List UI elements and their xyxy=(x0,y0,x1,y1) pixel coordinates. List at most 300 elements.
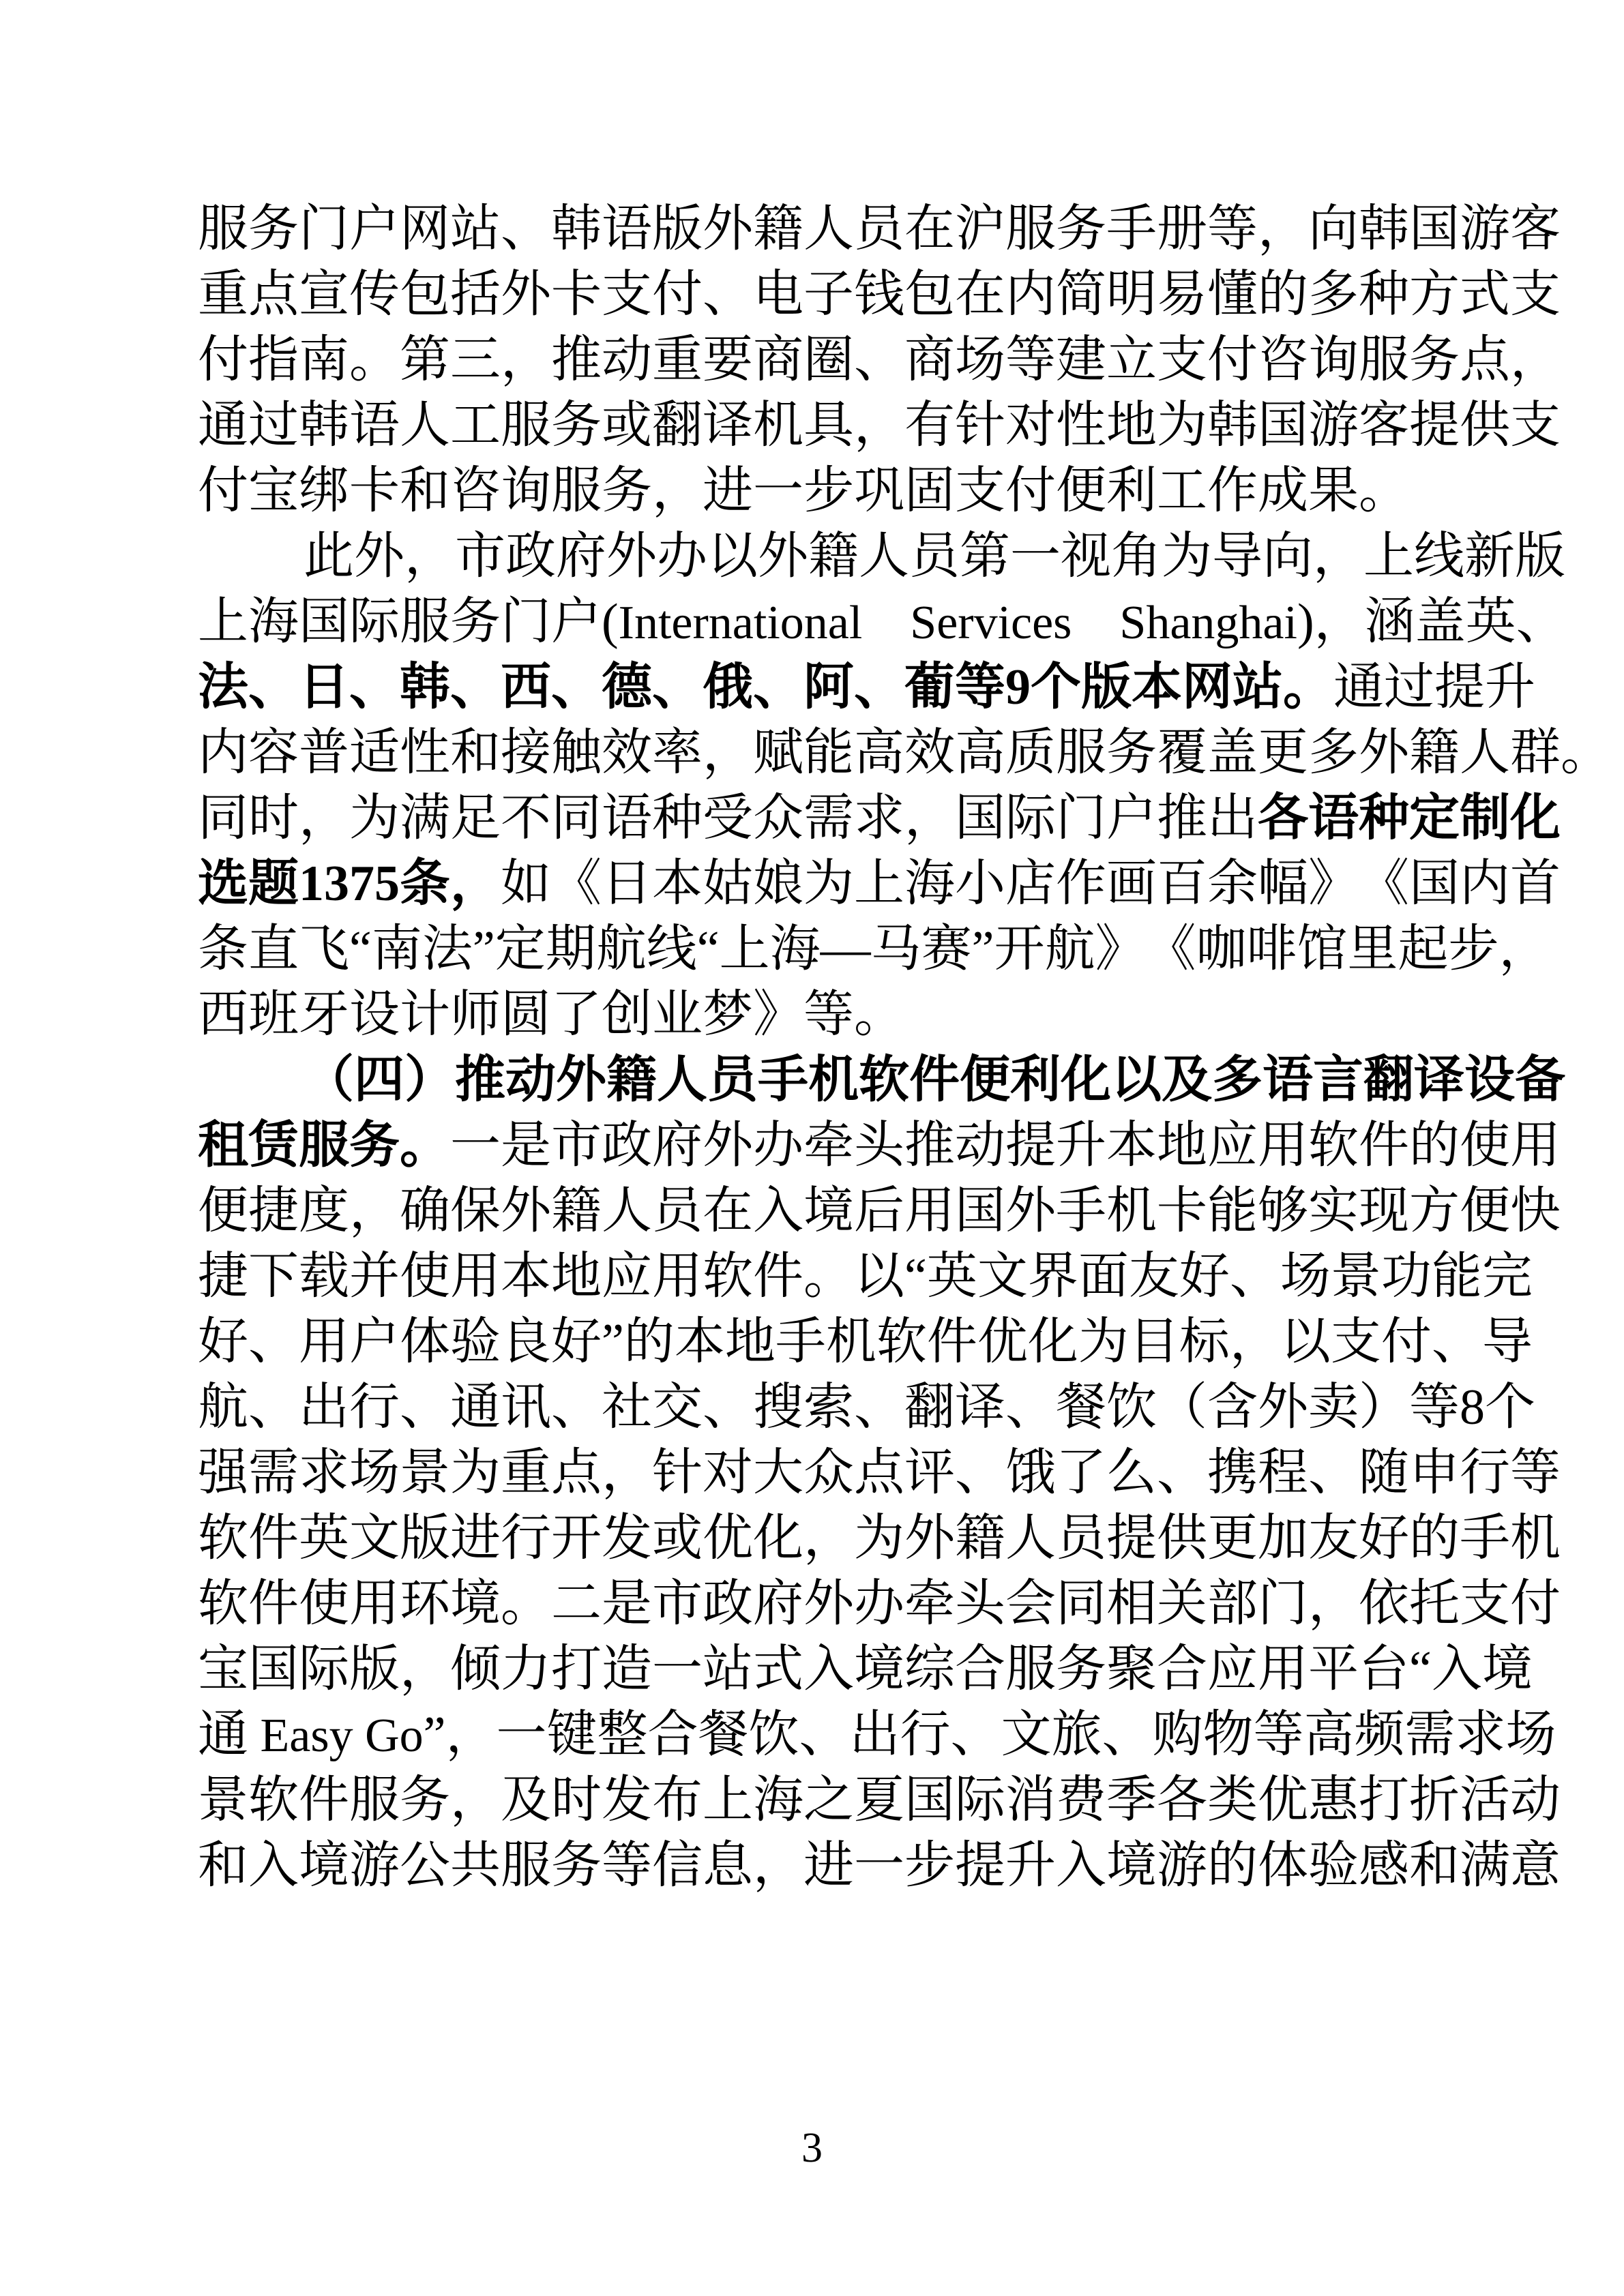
glyph: 里 xyxy=(1347,921,1398,977)
glyph: 适 xyxy=(349,725,400,781)
glyph: 类 xyxy=(1207,1772,1258,1828)
glyph: 本 xyxy=(1132,659,1182,715)
glyph: 此 xyxy=(304,528,354,584)
glyph: 造 xyxy=(602,1641,652,1697)
glyph: 以 xyxy=(1280,1314,1331,1370)
glyph: 软 xyxy=(198,1576,248,1632)
glyph: 化 xyxy=(753,1510,803,1566)
glyph: 一 xyxy=(652,1641,703,1697)
glyph: 为 xyxy=(1162,528,1212,584)
glyph: 搜 xyxy=(753,1380,803,1435)
glyph: 高 xyxy=(1303,1707,1355,1763)
glyph: 外 xyxy=(501,267,551,323)
glyph: ， xyxy=(1308,1576,1359,1632)
glyph: 多 xyxy=(1308,267,1359,323)
glyph: 馆 xyxy=(1297,921,1348,977)
glyph: 外 xyxy=(803,1576,854,1632)
glyph: 咖 xyxy=(1196,921,1247,977)
glyph: 机 xyxy=(753,398,803,453)
text-run xyxy=(862,591,910,656)
glyph: 韩 xyxy=(299,398,349,453)
glyph: ， xyxy=(1258,201,1308,257)
glyph: 外 xyxy=(1258,1380,1308,1435)
glyph: 用 xyxy=(450,1249,501,1304)
glyph: 法 xyxy=(198,659,248,715)
glyph: “ xyxy=(696,921,720,977)
glyph: ， xyxy=(1498,921,1550,977)
glyph: 宝 xyxy=(198,1641,248,1697)
glyph: 地 xyxy=(1106,398,1157,453)
text-run: 上海国际服务门户( xyxy=(198,594,619,650)
glyph: 众 xyxy=(803,1445,854,1501)
glyph: 、 xyxy=(551,1380,602,1435)
document-line xyxy=(198,1702,1556,1768)
glyph: 用 xyxy=(1258,1641,1308,1697)
glyph: 、 xyxy=(1308,1445,1359,1501)
glyph: 立 xyxy=(1106,332,1157,388)
glyph: 式 xyxy=(1460,267,1510,323)
glyph: 通 xyxy=(450,1380,501,1435)
glyph: 升 xyxy=(1485,659,1535,715)
glyph: 内 xyxy=(198,725,248,781)
glyph: 通 xyxy=(1333,659,1384,715)
glyph: 在 xyxy=(955,267,1005,323)
document-body xyxy=(198,196,1611,1898)
glyph: 译 xyxy=(703,398,753,453)
glyph: 如 xyxy=(501,856,551,912)
glyph: 务 xyxy=(400,1772,450,1828)
glyph: 7 xyxy=(349,856,374,912)
glyph: 付 xyxy=(1207,332,1258,388)
glyph: 过 xyxy=(248,398,299,453)
glyph: ， xyxy=(450,1772,501,1828)
glyph: 英 xyxy=(299,1510,349,1566)
glyph: 入 xyxy=(1056,1838,1106,1894)
document-line xyxy=(198,524,1565,589)
glyph: 国 xyxy=(248,1641,299,1697)
glyph: 、 xyxy=(703,267,753,323)
glyph: 办 xyxy=(657,528,707,584)
glyph: 多 xyxy=(1212,1052,1263,1108)
glyph: 共 xyxy=(450,1838,501,1894)
glyph: 飞 xyxy=(299,921,349,977)
glyph: 重 xyxy=(501,1445,551,1501)
glyph: 言 xyxy=(1313,1052,1363,1108)
glyph: 打 xyxy=(551,1641,602,1697)
glyph: 娘 xyxy=(753,856,803,912)
glyph: 及 xyxy=(1162,1052,1212,1108)
glyph: 合 xyxy=(647,1707,698,1763)
glyph: 时 xyxy=(551,1772,602,1828)
glyph: 种 xyxy=(1359,790,1409,846)
glyph: 日 xyxy=(602,856,652,912)
glyph: 等 xyxy=(955,659,1005,715)
glyph: 。 xyxy=(349,332,400,388)
glyph: 语 xyxy=(602,201,652,257)
glyph: 提 xyxy=(1005,1118,1056,1174)
glyph: 优 xyxy=(1258,1772,1308,1828)
glyph: 导 xyxy=(1481,1314,1533,1370)
glyph: 啡 xyxy=(1246,921,1297,977)
glyph: 韩 xyxy=(1207,398,1258,453)
glyph: 软 xyxy=(248,1772,299,1828)
glyph: 台 xyxy=(1359,1641,1409,1697)
paragraph xyxy=(198,1047,1565,1898)
glyph: 件 xyxy=(248,1576,299,1632)
glyph: 旅 xyxy=(1051,1707,1102,1763)
glyph: 向 xyxy=(1263,528,1313,584)
glyph: 人 xyxy=(859,528,909,584)
glyph: 户 xyxy=(349,1314,400,1370)
glyph: 商 xyxy=(904,332,955,388)
glyph: ， xyxy=(854,398,904,453)
glyph: 翻 xyxy=(904,1380,955,1435)
glyph: 动 xyxy=(1510,1772,1561,1828)
glyph: 惠 xyxy=(1308,1772,1359,1828)
glyph: 翻 xyxy=(652,398,703,453)
glyph: 条 xyxy=(400,856,450,912)
glyph: 手 xyxy=(1460,1510,1510,1566)
glyph: 8 xyxy=(1460,1380,1485,1435)
glyph: 受 xyxy=(703,790,753,846)
paragraph xyxy=(198,196,1561,524)
glyph: 开 xyxy=(994,921,1045,977)
glyph: （ xyxy=(304,1052,354,1108)
glyph: 传 xyxy=(349,267,400,323)
glyph: 部 xyxy=(1207,1576,1258,1632)
document-line xyxy=(198,1375,1535,1440)
glyph: 国 xyxy=(955,790,1005,846)
glyph: 等 xyxy=(1510,1445,1561,1501)
glyph: 和 xyxy=(198,1838,248,1894)
glyph: 机 xyxy=(1106,1183,1157,1239)
glyph: 上 xyxy=(719,921,770,977)
glyph: 务 xyxy=(1056,1641,1106,1697)
glyph: 接 xyxy=(501,725,551,781)
glyph: 人 xyxy=(602,1183,652,1239)
glyph: 需 xyxy=(803,790,854,846)
glyph: 府 xyxy=(652,1118,703,1174)
glyph xyxy=(248,1703,261,1769)
glyph: 游 xyxy=(1460,201,1510,257)
glyph: 条 xyxy=(198,921,248,977)
glyph: 键 xyxy=(546,1707,597,1763)
text-run: 付宝绑卡和咨询服务，进一步巩固支付便利工作成果。 xyxy=(198,463,1409,519)
glyph: 外 xyxy=(703,201,753,257)
glyph: 籍 xyxy=(606,1052,657,1108)
glyph: 等 xyxy=(602,1838,652,1894)
glyph: 阿 xyxy=(803,659,854,715)
glyph: ） xyxy=(404,1052,455,1108)
glyph: 外 xyxy=(556,1052,606,1108)
glyph: 游 xyxy=(1308,398,1359,453)
glyph: 升 xyxy=(1056,1118,1106,1174)
glyph: 合 xyxy=(955,1641,1005,1697)
glyph: 服 xyxy=(501,1838,551,1894)
glyph: 府 xyxy=(556,528,606,584)
glyph: 、 xyxy=(551,659,602,715)
glyph: 服 xyxy=(1005,1641,1056,1697)
glyph: 、 xyxy=(349,659,400,715)
glyph: s xyxy=(310,1710,329,1762)
glyph: 不 xyxy=(501,790,551,846)
glyph: 体 xyxy=(1258,1838,1308,1894)
glyph: 个 xyxy=(1031,659,1081,715)
glyph: 会 xyxy=(1005,1576,1056,1632)
document-line xyxy=(198,1833,1561,1898)
glyph: 题 xyxy=(248,856,299,912)
glyph: 画 xyxy=(1106,856,1157,912)
glyph: 的 xyxy=(1258,267,1308,323)
glyph: 员 xyxy=(707,1052,758,1108)
glyph: 加 xyxy=(1258,1510,1308,1566)
glyph: 进 xyxy=(450,1510,501,1566)
glyph: 优 xyxy=(703,1510,753,1566)
glyph: 点 xyxy=(854,1445,904,1501)
glyph: 租 xyxy=(198,1118,248,1174)
glyph: 境 xyxy=(1481,1641,1533,1697)
glyph: y xyxy=(329,1710,353,1762)
glyph: 依 xyxy=(1359,1576,1409,1632)
glyph: 评 xyxy=(904,1445,955,1501)
glyph: 有 xyxy=(904,398,955,453)
document-line xyxy=(198,1506,1561,1571)
glyph: 懂 xyxy=(1207,267,1258,323)
glyph: 动 xyxy=(505,1052,556,1108)
paragraph xyxy=(198,524,1611,1047)
glyph: 政 xyxy=(602,1118,652,1174)
glyph: 消 xyxy=(1005,1772,1056,1828)
glyph: 。 xyxy=(803,1249,854,1304)
glyph: 件 xyxy=(753,1249,803,1304)
glyph: 动 xyxy=(602,332,652,388)
glyph: 南 xyxy=(299,332,349,388)
glyph: 用 xyxy=(652,1249,703,1304)
glyph: 优 xyxy=(977,1314,1028,1370)
glyph: 倾 xyxy=(450,1641,501,1697)
glyph: 提 xyxy=(1434,659,1485,715)
glyph: 确 xyxy=(400,1183,450,1239)
glyph: 机 xyxy=(808,1052,859,1108)
glyph: 捷 xyxy=(198,1249,248,1304)
glyph: 、 xyxy=(248,1380,299,1435)
glyph: 外 xyxy=(606,528,657,584)
glyph: 1 xyxy=(299,856,324,912)
glyph: 化 xyxy=(1027,1314,1078,1370)
glyph: 购 xyxy=(1152,1707,1203,1763)
glyph: 牵 xyxy=(904,1576,955,1632)
glyph: 的 xyxy=(1207,1838,1258,1894)
glyph: 国 xyxy=(1409,201,1460,257)
glyph: 感 xyxy=(1359,1838,1409,1894)
glyph: 员 xyxy=(854,201,904,257)
glyph: 第 xyxy=(960,528,1010,584)
glyph: 明 xyxy=(1106,267,1157,323)
glyph: 《 xyxy=(551,856,602,912)
glyph: 、 xyxy=(248,659,299,715)
glyph: “ xyxy=(904,1249,927,1304)
glyph: 俄 xyxy=(703,659,753,715)
glyph: 综 xyxy=(904,1641,955,1697)
glyph: 点 xyxy=(248,267,299,323)
glyph: 户 xyxy=(349,201,400,257)
glyph: 支 xyxy=(1510,267,1561,323)
glyph: 环 xyxy=(400,1576,450,1632)
glyph: 频 xyxy=(1354,1707,1405,1763)
glyph: 含 xyxy=(1207,1380,1258,1435)
glyph: 针 xyxy=(955,398,1005,453)
glyph: 国 xyxy=(1258,398,1308,453)
glyph: 国 xyxy=(1409,856,1460,912)
glyph: 下 xyxy=(248,1249,299,1304)
glyph: 活 xyxy=(1460,1772,1510,1828)
glyph: 推 xyxy=(551,332,602,388)
glyph: 网 xyxy=(400,201,450,257)
glyph: 简 xyxy=(1056,267,1106,323)
glyph: ， xyxy=(703,725,753,781)
glyph: “ xyxy=(1409,1641,1432,1697)
glyph: 场 xyxy=(1280,1249,1331,1304)
glyph: 一 xyxy=(496,1707,547,1763)
glyph: 头 xyxy=(854,1118,904,1174)
glyph: 制 xyxy=(1460,790,1510,846)
glyph: 化 xyxy=(1510,790,1561,846)
glyph: 设 xyxy=(1464,1052,1515,1108)
glyph: 沪 xyxy=(955,201,1005,257)
page-number: 3 xyxy=(801,2125,823,2171)
glyph: 第 xyxy=(400,332,450,388)
glyph: 应 xyxy=(602,1249,652,1304)
glyph: 能 xyxy=(1207,1183,1258,1239)
glyph: 服 xyxy=(299,1118,349,1174)
glyph: 韩 xyxy=(1359,201,1409,257)
glyph: 等 xyxy=(1207,201,1258,257)
glyph: 内 xyxy=(1005,267,1056,323)
glyph: 付 xyxy=(198,332,248,388)
glyph: 西 xyxy=(501,659,551,715)
glyph: 求 xyxy=(854,790,904,846)
glyph: 求 xyxy=(1455,1707,1506,1763)
glyph: 语 xyxy=(349,398,400,453)
glyph: 进 xyxy=(803,1838,854,1894)
glyph: 手 xyxy=(758,1052,808,1108)
glyph: 关 xyxy=(1157,1576,1207,1632)
document-line xyxy=(198,851,1561,916)
glyph: 支 xyxy=(1460,1576,1510,1632)
glyph: 门 xyxy=(1258,1576,1308,1632)
glyph: 服 xyxy=(501,398,551,453)
glyph: 为 xyxy=(1157,398,1207,453)
text-run: International xyxy=(618,597,863,649)
text-run xyxy=(1072,591,1119,656)
glyph: 上 xyxy=(854,856,904,912)
glyph: 国 xyxy=(904,1772,955,1828)
glyph: 外 xyxy=(1005,1183,1056,1239)
glyph: 包 xyxy=(904,267,955,323)
text-run: )，涵盖英、 xyxy=(1297,594,1567,650)
glyph: ， xyxy=(1229,1314,1280,1370)
glyph: 外 xyxy=(1359,725,1409,781)
glyph: ， xyxy=(501,332,551,388)
glyph: 用 xyxy=(299,1314,349,1370)
glyph: 效 xyxy=(904,725,955,781)
glyph: 覆 xyxy=(1157,725,1207,781)
glyph: 步 xyxy=(1448,921,1499,977)
glyph: 本 xyxy=(501,1249,551,1304)
document-line xyxy=(198,1440,1561,1506)
glyph: 或 xyxy=(602,398,652,453)
glyph: 推 xyxy=(1157,790,1207,846)
glyph: 店 xyxy=(1005,856,1056,912)
glyph: 游 xyxy=(349,1838,400,1894)
glyph: 后 xyxy=(854,1183,904,1239)
glyph: 、 xyxy=(652,659,703,715)
glyph: 软 xyxy=(859,1052,909,1108)
glyph: 盖 xyxy=(1207,725,1258,781)
glyph: 文 xyxy=(977,1249,1028,1304)
glyph: 航 xyxy=(1044,921,1095,977)
glyph: 卡 xyxy=(1157,1183,1207,1239)
glyph: 聚 xyxy=(1106,1641,1157,1697)
glyph: 人 xyxy=(400,398,450,453)
glyph: 德 xyxy=(602,659,652,715)
glyph: 地 xyxy=(724,1314,776,1370)
glyph: — xyxy=(820,921,871,977)
glyph: 通 xyxy=(198,398,248,453)
glyph: 么 xyxy=(1106,1445,1157,1501)
glyph: G xyxy=(365,1710,400,1762)
document-line xyxy=(198,1178,1561,1244)
glyph: 信 xyxy=(652,1838,703,1894)
glyph: 三 xyxy=(450,332,501,388)
glyph: 商 xyxy=(753,332,803,388)
glyph: 动 xyxy=(955,1118,1005,1174)
glyph: 一 xyxy=(1010,528,1061,584)
glyph: （ xyxy=(1157,1380,1207,1435)
glyph: 海 xyxy=(769,921,821,977)
glyph: 译 xyxy=(1414,1052,1464,1108)
glyph: 整 xyxy=(597,1707,648,1763)
glyph: ， xyxy=(602,1445,652,1501)
text-run: Shanghai xyxy=(1119,597,1297,649)
glyph: 应 xyxy=(1207,1118,1258,1174)
glyph: 提 xyxy=(955,1838,1005,1894)
glyph: 等 xyxy=(1409,1380,1460,1435)
glyph: 海 xyxy=(753,1772,803,1828)
glyph: 门 xyxy=(299,201,349,257)
glyph: 推 xyxy=(455,1052,505,1108)
glyph: 用 xyxy=(904,1183,955,1239)
glyph: 籍 xyxy=(1409,725,1460,781)
glyph: 并 xyxy=(349,1249,400,1304)
glyph: 、 xyxy=(854,659,904,715)
glyph: 、 xyxy=(248,1314,299,1370)
glyph: 语 xyxy=(602,790,652,846)
glyph: ” xyxy=(602,1314,624,1370)
glyph: ， xyxy=(404,528,455,584)
glyph: 外 xyxy=(354,528,404,584)
glyph: 推 xyxy=(904,1118,955,1174)
glyph: 咨 xyxy=(1258,332,1308,388)
glyph: 以 xyxy=(854,1249,904,1304)
glyph: 外 xyxy=(703,1118,753,1174)
glyph: 利 xyxy=(1010,1052,1061,1108)
glyph: 务 xyxy=(1056,201,1106,257)
glyph: 版 xyxy=(400,1510,450,1566)
glyph: 员 xyxy=(1056,1510,1106,1566)
document-line xyxy=(198,916,1550,982)
glyph: 电 xyxy=(753,267,803,323)
